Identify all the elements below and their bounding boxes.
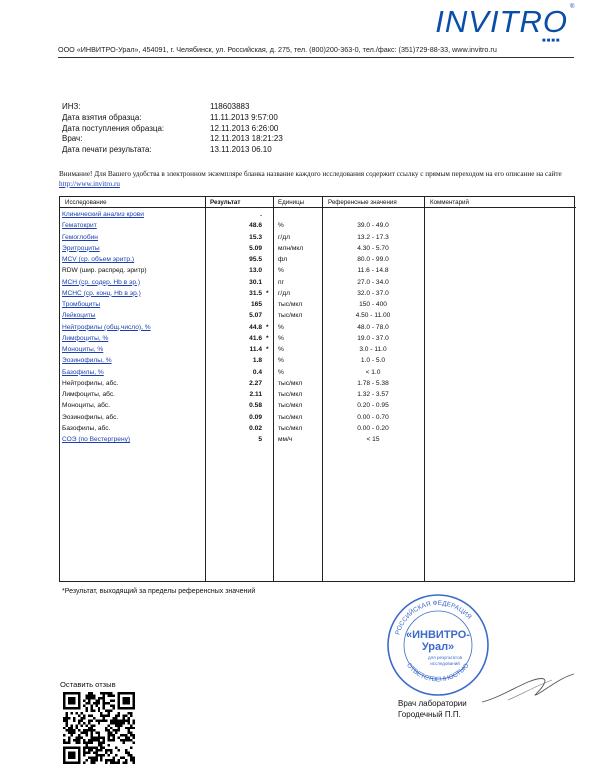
reference-range: < 15: [366, 436, 380, 443]
stamp-bottom-text: ОТВЕТСТВЕННОСТЬЮ: [405, 661, 471, 684]
test-result: 5.09: [249, 244, 262, 252]
info-label: Дата поступления образца:: [62, 123, 165, 133]
test-unit: тыс/мкл: [278, 413, 303, 421]
table-row: [60, 255, 576, 266]
leave-review-label: Оставить отзыв: [60, 680, 116, 689]
stamp-name-1: «ИНВИТРО-: [406, 629, 470, 641]
table-row: [60, 300, 576, 311]
test-unit: тыс/мкл: [278, 379, 303, 387]
test-result: 2.27: [249, 379, 262, 387]
test-name[interactable]: Гемоглобин: [62, 233, 98, 241]
test-name[interactable]: Тромбоциты: [62, 301, 101, 308]
test-name[interactable]: Эозинофилы, %: [62, 357, 112, 365]
test-name: Нейтрофилы, абс.: [62, 379, 119, 387]
doctor-title: Врач лаборатории: [398, 699, 467, 708]
table-row: [60, 266, 576, 277]
info-value: 12.11.2013 6:26:00: [210, 123, 279, 133]
doctor-signature: [478, 668, 578, 708]
table-row: [60, 390, 576, 401]
test-name[interactable]: MCHC (ср. конц. Hb в эр.): [62, 289, 141, 297]
table-row: [60, 401, 576, 412]
header-test: Исследование: [65, 199, 107, 206]
test-name[interactable]: Моноциты, %: [62, 346, 104, 353]
reference-range: 0.00 - 0.70: [357, 413, 389, 421]
table-row: [60, 368, 576, 379]
stamp-sub-2: исследований: [430, 661, 460, 666]
test-unit: г/дл: [278, 233, 290, 241]
reference-range: < 1.0: [365, 368, 381, 376]
test-unit: %: [278, 368, 284, 376]
reference-range: 1.32 - 3.57: [357, 391, 389, 398]
reference-range: 39.0 - 49.0: [357, 222, 389, 230]
test-result: 30.1: [249, 278, 262, 286]
test-result: 5: [258, 436, 262, 443]
table-row: [60, 244, 576, 255]
test-name: RDW (шир. распред. эритр): [62, 267, 147, 275]
header-divider: [58, 57, 574, 58]
info-label: Врач:: [62, 134, 83, 144]
test-result: .: [260, 211, 262, 218]
test-unit: %: [278, 346, 284, 353]
reference-range: 4.50 - 11.00: [355, 312, 391, 320]
test-unit: млн/мкл: [278, 244, 304, 252]
test-unit: мм/ч: [278, 436, 293, 443]
table-row: [60, 334, 576, 345]
stamp-sub-1: для результатов: [428, 655, 462, 660]
test-name: Эозинофилы, абс.: [62, 413, 119, 421]
reference-range: 0.20 - 0.95: [357, 402, 389, 410]
reference-range: 48.0 - 78.0: [357, 323, 389, 331]
header-reference: Референсные значения: [328, 199, 397, 206]
table-row: [60, 278, 576, 289]
test-unit: тыс/мкл: [278, 301, 303, 308]
test-result: 165: [250, 301, 262, 308]
table-row: [60, 379, 576, 390]
info-value: 13.11.2013 06.10: [210, 145, 272, 155]
test-name[interactable]: Гематокрит: [62, 222, 97, 230]
stamp-top-text: РОССИЙСКАЯ ФЕДЕРАЦИЯ: [394, 599, 473, 636]
test-name[interactable]: СОЭ (по Вестергрену): [62, 436, 131, 443]
qr-code[interactable]: [63, 692, 135, 764]
out-of-range-flag: *: [266, 323, 269, 331]
test-result: 44.8: [249, 323, 262, 331]
test-name[interactable]: MCH (ср. содер. Hb в эр.): [62, 278, 141, 286]
test-unit: г/дл: [278, 289, 290, 297]
info-label: Дата печати результата:: [62, 145, 152, 155]
invitro-site-link[interactable]: http://www.invitro.ru: [59, 180, 121, 188]
table-header-row: [60, 197, 576, 208]
notice: [59, 169, 579, 189]
test-result: 2.11: [249, 391, 262, 398]
reference-range: 1.0 - 5.0: [360, 357, 386, 365]
header-comment: Комментарий: [430, 199, 469, 206]
info-value: 11.11.2013 9:57:00: [210, 112, 278, 122]
reference-range: 32.0 - 37.0: [357, 289, 389, 297]
info-value: 118603883: [210, 102, 250, 111]
out-of-range-flag: *: [266, 334, 269, 342]
test-result: 0.58: [249, 402, 262, 410]
reference-range: 80.0 - 99.0: [357, 256, 389, 263]
table-row: [60, 323, 576, 334]
logo-dots: ■■■■: [542, 38, 561, 44]
reference-range: 0.00 - 0.20: [357, 424, 389, 432]
test-name[interactable]: Эритроциты: [62, 244, 100, 252]
reference-range: 27.0 - 34.0: [357, 278, 389, 286]
doctor-block: [398, 698, 467, 720]
test-result: 31.5: [249, 289, 262, 297]
test-name[interactable]: Лейкоциты: [62, 312, 96, 320]
table-row: [60, 311, 576, 322]
test-result: 41.6: [249, 334, 262, 342]
test-unit: тыс/мкл: [278, 424, 303, 432]
test-unit: пг: [278, 278, 284, 286]
test-result: 0.02: [249, 424, 262, 432]
test-name[interactable]: Базофилы, %: [62, 368, 104, 376]
test-result: 0.4: [252, 368, 262, 376]
test-name[interactable]: Лимфоциты, %: [62, 334, 109, 342]
registered-mark: ®: [570, 4, 575, 10]
reference-range: 3.0 - 11.0: [359, 346, 387, 353]
test-unit: %: [278, 222, 284, 230]
test-result: 95.5: [249, 256, 262, 263]
test-name: Лимфоциты, абс.: [62, 391, 116, 398]
test-name: Моноциты, абс.: [62, 402, 110, 410]
info-value: 12.11.2013 18:21:23: [210, 134, 283, 144]
reference-range: 1.78 - 5.38: [357, 379, 389, 387]
table-row: [60, 289, 576, 300]
header-result: Результат: [210, 199, 241, 206]
out-of-range-flag: *: [266, 346, 269, 353]
header-units: Единицы: [278, 199, 305, 206]
test-result: 0.09: [249, 413, 262, 421]
table-row: [60, 356, 576, 367]
reference-range: 4.30 - 5.70: [357, 244, 389, 252]
table-row: [60, 345, 576, 356]
test-unit: тыс/мкл: [278, 402, 303, 410]
table-row: [60, 221, 576, 232]
invitro-logo: INVITRO: [435, 4, 568, 39]
out-of-range-flag: *: [266, 289, 269, 297]
test-result: 11.4: [249, 346, 262, 353]
reference-range: 11.6 - 14.8: [357, 267, 389, 275]
doctor-name: Городечный П.П.: [398, 710, 461, 719]
reference-range: 19.0 - 37.0: [357, 334, 389, 342]
test-unit: %: [278, 334, 284, 342]
stamp-name-2: Урал»: [421, 641, 455, 653]
lab-stamp: [385, 592, 491, 698]
test-unit: фл: [278, 256, 288, 263]
test-unit: тыс/мкл: [278, 312, 303, 320]
test-name[interactable]: MCV (ср. объем эритр.): [62, 256, 135, 263]
test-unit: тыс/мкл: [278, 391, 303, 398]
test-unit: %: [278, 323, 284, 331]
footnote: *Результат, выходящий за пределы референсных значений: [62, 588, 256, 595]
test-result: 15.3: [249, 233, 262, 241]
test-name[interactable]: Нейтрофилы (общ.число), %: [62, 323, 151, 331]
table-row: [60, 210, 576, 221]
test-result: 13.0: [249, 267, 262, 275]
test-result: 48.6: [249, 222, 262, 230]
company-address: ООО «ИНВИТРО-Урал», 454091, г. Челябинск, ул. Российская, д. 275, тел. (800)200-363-0, тел./факс: (351)729-88-33, www.invitro.ru: [58, 45, 497, 54]
results-table: [59, 196, 575, 582]
info-label: Дата взятия образца:: [62, 112, 142, 122]
info-label: ИНЗ:: [62, 102, 81, 111]
test-unit: %: [278, 357, 284, 365]
test-unit: %: [278, 267, 284, 275]
reference-range: 13.2 - 17.3: [357, 233, 389, 241]
test-name[interactable]: Клинический анализ крови: [62, 211, 144, 218]
notice-text: Внимание! Для Вашего удобства в электронном экземпляре бланка название каждого исследования содержит ссылку с прямым переходом на его описание на сайте: [59, 170, 562, 178]
reference-range: 150 - 400: [359, 301, 387, 308]
test-name: Базофилы, абс.: [62, 424, 111, 432]
test-result: 1.8: [252, 357, 262, 365]
table-row: [60, 413, 576, 424]
test-result: 5.07: [249, 312, 262, 320]
table-row: [60, 424, 576, 435]
table-row: [60, 233, 576, 244]
table-row: [60, 435, 576, 446]
